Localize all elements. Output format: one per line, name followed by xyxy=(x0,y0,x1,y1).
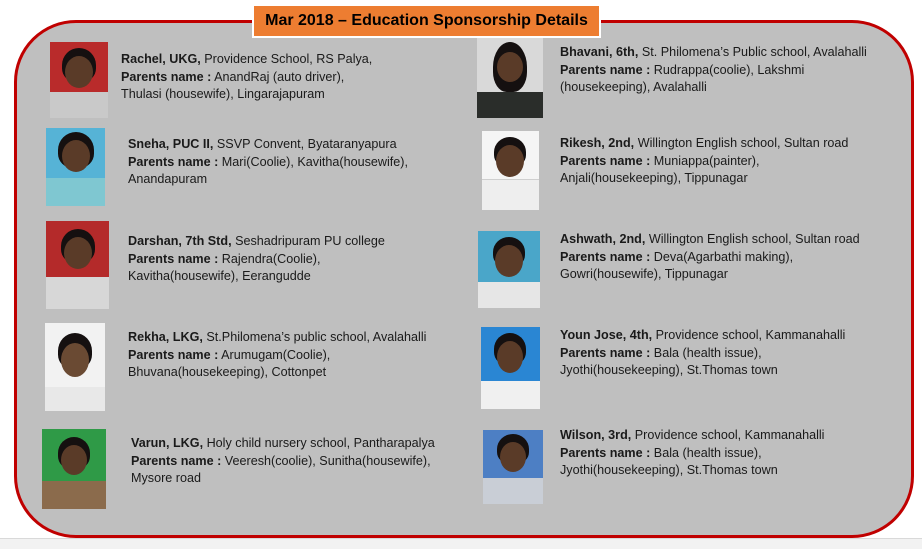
parents-line: Anandapuram xyxy=(128,172,208,186)
parents-line: Anjali(housekeeping), Tippunagar xyxy=(560,171,748,185)
student-name: Darshan, 7th Std, xyxy=(128,234,232,248)
student-name: Rekha, LKG, xyxy=(128,330,203,344)
parents-label: Parents name : xyxy=(121,69,212,84)
page-title: Mar 2018 – Education Sponsorship Details xyxy=(252,4,601,38)
parents-label: Parents name : xyxy=(560,153,651,168)
student-school: Providence School, RS Palya, xyxy=(204,52,373,66)
student-name: Wilson, 3rd, xyxy=(560,428,632,442)
parents-line: Bhuvana(housekeeping), Cottonpet xyxy=(128,365,327,379)
parents-line: Rajendra(Coolie), xyxy=(221,251,321,266)
parents-line: Veeresh(coolie), Sunitha(housewife), xyxy=(224,453,431,468)
student-photo xyxy=(477,38,543,118)
student-photo xyxy=(481,327,540,409)
parents-line: Deva(Agarbathi making), xyxy=(653,249,794,264)
student-photo xyxy=(482,131,539,210)
student-school: Seshadripuram PU college xyxy=(235,234,385,248)
student-photo xyxy=(46,221,109,309)
parents-line: Jyothi(housekeeping), St.Thomas town xyxy=(560,363,778,377)
parents-line: Thulasi (housewife), Lingarajapuram xyxy=(121,87,325,101)
parents-label: Parents name : xyxy=(131,453,222,468)
student-name: Sneha, PUC II, xyxy=(128,137,214,151)
student-name: Youn Jose, 4th, xyxy=(560,328,653,342)
parents-line: Bala (health issue), xyxy=(653,445,762,460)
parents-line: Mysore road xyxy=(131,471,201,485)
student-school: Willington English school, Sultan road xyxy=(648,232,860,246)
student-photo xyxy=(42,429,106,509)
bottom-bar xyxy=(0,538,922,549)
parents-line: Kavitha(housewife), Eeranguddе xyxy=(128,269,311,283)
parents-label: Parents name : xyxy=(128,154,219,169)
parents-line: (housekeeping), Avalahalli xyxy=(560,80,707,94)
student-photo xyxy=(478,231,540,308)
parents-line: Arumugam(Coolie), xyxy=(221,347,331,362)
student-photo xyxy=(50,42,108,118)
parents-line: Rudrappa(coolie), Lakshmi xyxy=(653,62,805,77)
student-name: Bhavani, 6th, xyxy=(560,45,639,59)
student-school: Holy child nursery school, Pantharapalya xyxy=(206,436,435,450)
parents-line: Bala (health issue), xyxy=(653,345,762,360)
student-photo xyxy=(483,430,543,504)
student-name: Varun, LKG, xyxy=(131,436,204,450)
parents-label: Parents name : xyxy=(560,345,651,360)
parents-line: Mari(Coolie), Kavitha(housewife), xyxy=(221,154,408,169)
parents-line: Muniappa(painter), xyxy=(653,153,760,168)
student-school: SSVP Convent, Byataranyapura xyxy=(216,137,397,151)
parents-line: Jyothi(housekeeping), St.Thomas town xyxy=(560,463,778,477)
student-school: St. Philomena’s Public school, Avalahalli xyxy=(641,45,867,59)
student-photo xyxy=(45,323,105,411)
student-photo xyxy=(46,128,105,206)
parents-label: Parents name : xyxy=(560,249,651,264)
student-name: Ashwath, 2nd, xyxy=(560,232,646,246)
parents-label: Parents name : xyxy=(128,251,219,266)
student-school: Providence school, Kammanahalli xyxy=(634,428,825,442)
parents-label: Parents name : xyxy=(128,347,219,362)
student-school: St.Philomena’s public school, Avalahalli xyxy=(206,330,427,344)
parents-label: Parents name : xyxy=(560,62,651,77)
student-name: Rikesh, 2nd, xyxy=(560,136,635,150)
parents-line: AnandRaj (auto driver), xyxy=(214,69,345,84)
student-name: Rachel, UKG, xyxy=(121,52,201,66)
parents-line: Gowri(housewife), Tippunagar xyxy=(560,267,728,281)
parents-label: Parents name : xyxy=(560,445,651,460)
student-school: Providence school, Kammanahalli xyxy=(655,328,846,342)
student-school: Willington English school, Sultan road xyxy=(637,136,849,150)
